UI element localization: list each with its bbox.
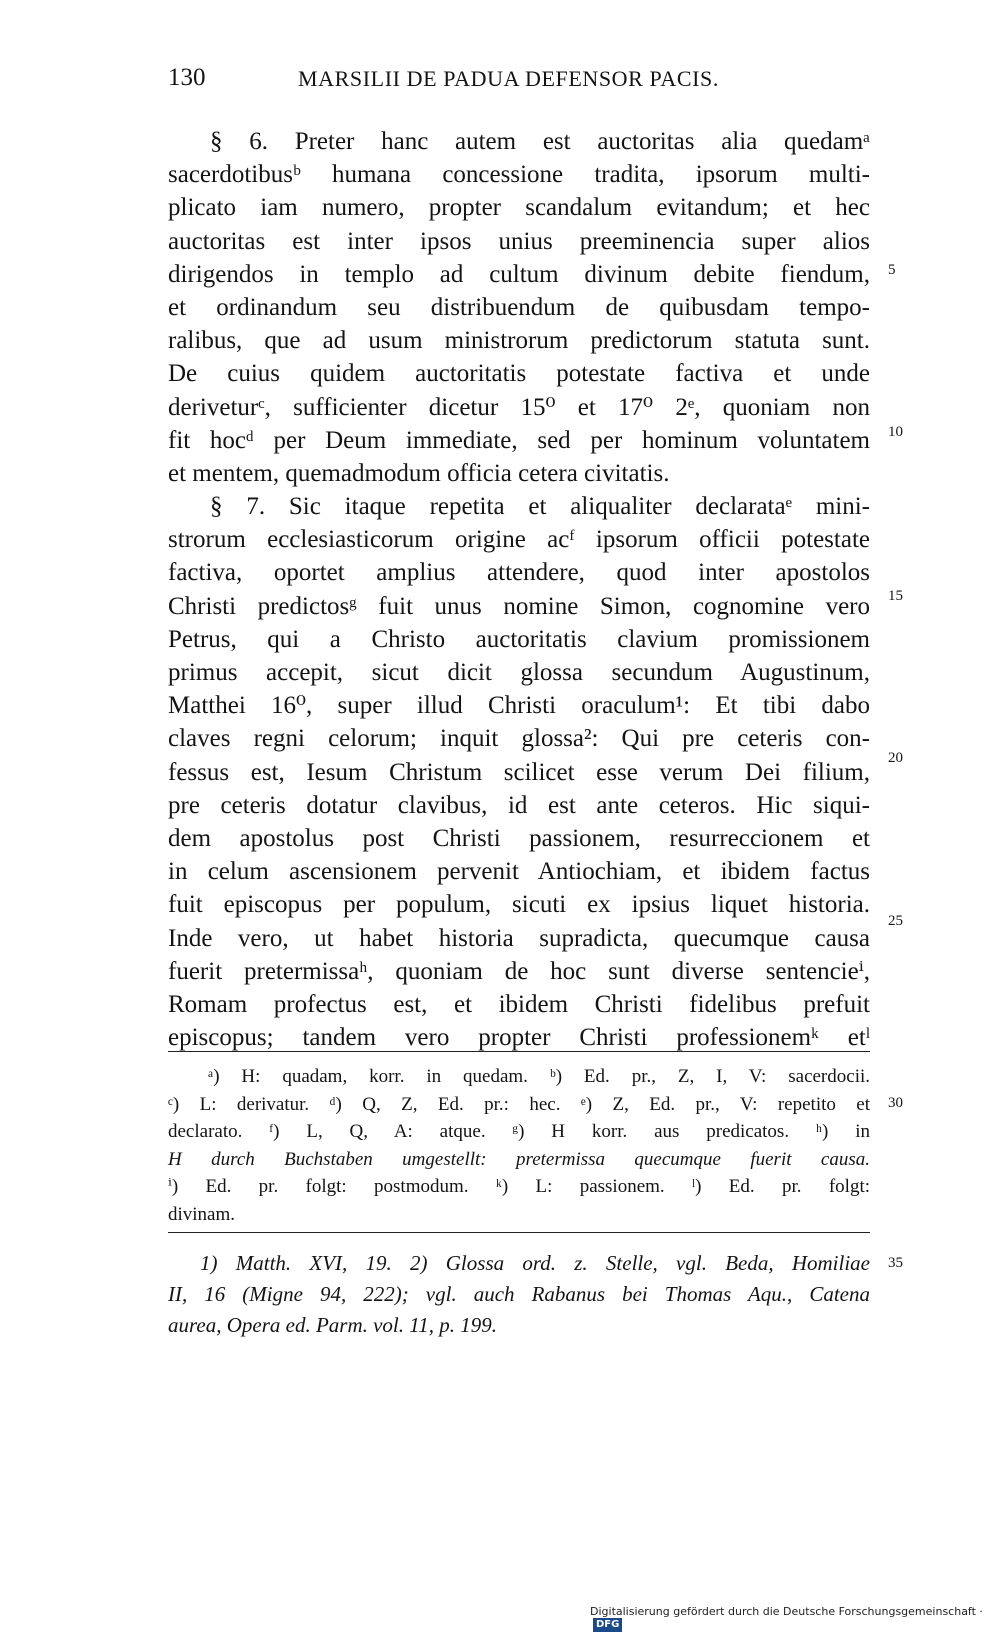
source-line: aurea, Opera ed. Parm. vol. 11, p. 199.	[168, 1313, 497, 1337]
line-number: 5	[888, 262, 896, 278]
text-line: § 6. Preter hanc autem est auctoritas alia quedamᵃ	[210, 128, 870, 155]
sources-divider	[168, 1232, 870, 1233]
text-line: primus accepit, sicut dicit glossa secundum Augustinum,	[168, 659, 870, 686]
digitization-credit	[590, 1605, 1000, 1632]
text-line: ralibus, que ad usum ministrorum predictorum statuta sunt.	[168, 327, 870, 355]
text-line: Romam profectus est, et ibidem Christi fidelibus prefuit	[168, 990, 870, 1018]
text-line: strorum ecclesiasticorum origine acᶠ ipsorum officii potestate	[168, 526, 870, 554]
text-line: § 7. Sic itaque repetita et aliqualiter declarataᵉ mini-	[210, 493, 870, 521]
running-head: MARSILII DE PADUA DEFENSOR PACIS.	[298, 66, 719, 91]
source-line: II, 16 (Migne 94, 222); vgl. auch Rabanus bei Thomas Aqu., Catena	[168, 1282, 870, 1306]
line-number: 25	[888, 913, 903, 929]
text-line: Matthei 16⁰, super illud Christi oraculum¹: Et tibi dabo	[168, 692, 870, 720]
apparatus-line: H durch Buchstaben umgestellt: pretermissa quecumque fuerit causa.	[168, 1148, 870, 1170]
text-line: plicato iam numero, propter scandalum evitandum; et hec	[168, 194, 870, 222]
line-number: 30	[888, 1095, 903, 1111]
apparatus-line: ᶜ) L: derivatur. ᵈ) Q, Z, Ed. pr.: hec. ᵉ) Z, Ed. pr., V: repetito et	[168, 1093, 870, 1115]
text-line: claves regni celorum; inquit glossa²: Qui pre ceteris con-	[168, 725, 870, 753]
text-line: fuit episcopus per populum, sicuti ex ipsius liquet historia.	[168, 891, 870, 919]
apparatus-line: declarato. ᶠ) L, Q, A: atque. ᵍ) H korr. aus predicatos. ʰ) in	[168, 1121, 870, 1142]
apparatus-line: ⁱ) Ed. pr. folgt: postmodum. ᵏ) L: passionem. ˡ) Ed. pr. folgt:	[168, 1176, 870, 1197]
source-line: 1) Matth. XVI, 19. 2) Glossa ord. z. Stelle, vgl. Beda, Homiliae	[200, 1251, 870, 1275]
line-number: 15	[888, 588, 903, 604]
line-number: 20	[888, 750, 903, 766]
text-line: in celum ascensionem pervenit Antiochiam, et ibidem factus	[168, 858, 870, 886]
credit-text: Digitalisierung gefördert durch die Deutsche Forschungsgemeinschaft ·	[590, 1605, 983, 1618]
critical-apparatus	[168, 1063, 870, 1228]
source-notes	[168, 1248, 870, 1341]
text-line: episcopus; tandem vero propter Christi professionemᵏ etˡ	[168, 1024, 870, 1052]
text-line: et ordinandum seu distribuendum de quibusdam tempo-	[168, 293, 870, 321]
text-line: fit hocᵈ per Deum immediate, sed per hominum voluntatem	[168, 426, 870, 454]
text-line: et mentem, quemadmodum officia cetera civitatis.	[168, 459, 670, 487]
apparatus-line: divinam.	[168, 1203, 236, 1225]
page-number: 130	[168, 64, 206, 91]
text-line: fessus est, Iesum Christum scilicet esse verum Dei filium,	[168, 758, 870, 786]
text-line: De cuius quidem auctoritatis potestate factiva et unde	[168, 360, 870, 388]
page-header	[168, 64, 776, 100]
line-number: 10	[888, 424, 903, 440]
text-line: dem apostolus post Christi passionem, resurreccionem et	[168, 824, 870, 852]
line-number: 35	[888, 1255, 903, 1271]
dfg-logo: DFG	[593, 1618, 622, 1632]
apparatus-divider	[168, 1051, 870, 1052]
main-text	[168, 125, 870, 1054]
apparatus-line: ᵃ) H: quadam, korr. in quedam. ᵇ) Ed. pr., Z, I, V: sacerdocii.	[208, 1066, 870, 1087]
text-line: pre ceteris dotatur clavibus, id est ante ceteros. Hic siqui-	[168, 791, 870, 819]
text-line: sacerdotibusᵇ humana concessione tradita, ipsorum multi-	[168, 161, 870, 189]
text-line: factiva, oportet amplius attendere, quod inter apostolos	[168, 559, 870, 587]
text-line: auctoritas est inter ipsos unius preeminencia super alios	[168, 227, 870, 255]
text-line: dirigendos in templo ad cultum divinum debite fiendum,	[168, 260, 870, 288]
text-line: Petrus, qui a Christo auctoritatis clavium promissionem	[168, 625, 870, 653]
text-line: fuerit pretermissaʰ, quoniam de hoc sunt diverse sentencieⁱ,	[168, 957, 870, 985]
text-line: Inde vero, ut habet historia supradicta, quecumque causa	[168, 924, 870, 952]
text-line: Christi predictosᵍ fuit unus nomine Simon, cognomine vero	[168, 592, 870, 620]
text-line: deriveturᶜ, sufficienter dicetur 15⁰ et 17⁰ 2ᵉ, quoniam non	[168, 393, 870, 421]
